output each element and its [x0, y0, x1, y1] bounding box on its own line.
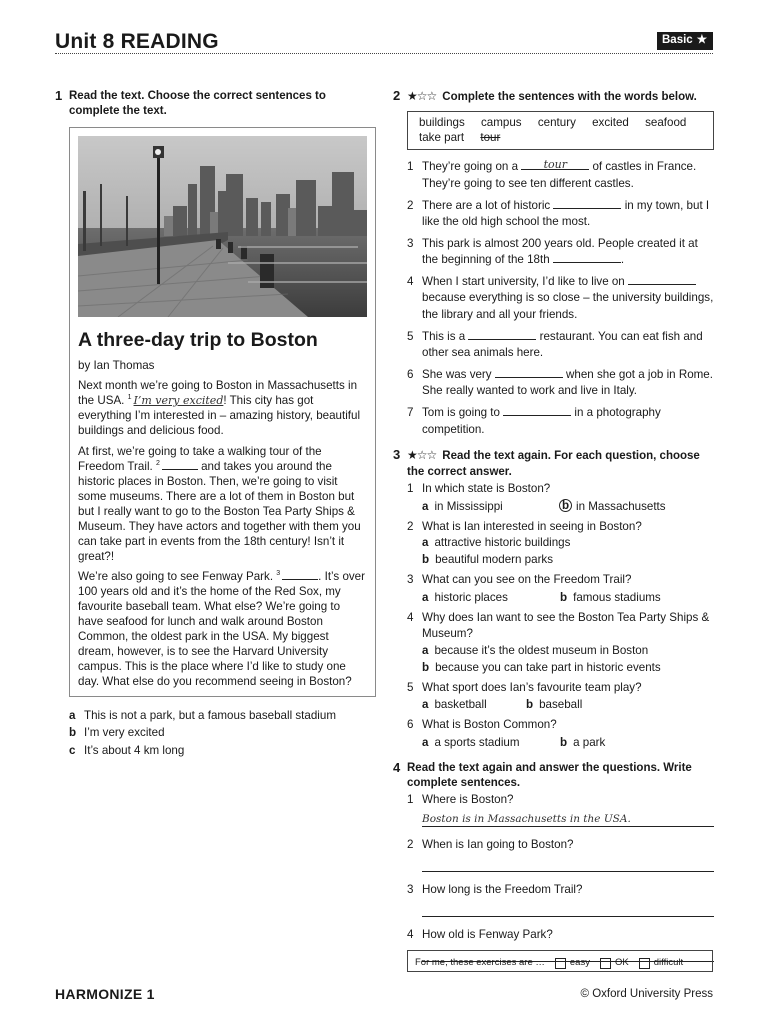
question-text: Where is Boston?	[422, 793, 514, 807]
exercise-3	[393, 448, 714, 752]
choice-text: a park	[573, 736, 606, 750]
article-title: A three-day trip to Boston	[78, 328, 318, 351]
item-text: .	[620, 253, 625, 267]
question-text: What is Boston Common?	[422, 718, 557, 732]
question-item	[407, 792, 714, 827]
exercise-4-questions	[407, 792, 714, 961]
choice-a[interactable]: a because it’s the oldest museum in Boston	[422, 643, 714, 660]
level-badge	[657, 32, 713, 50]
item-number: 4	[407, 274, 414, 288]
item-number: 1	[407, 793, 414, 807]
item-text: in my town, but I like the old high school the most.	[422, 198, 710, 229]
answer-choices	[422, 735, 714, 752]
answer-blank[interactable]	[553, 252, 621, 263]
item-number: 2	[407, 838, 414, 852]
choice-b[interactable]: b baseball	[526, 697, 582, 714]
answer-choices	[422, 499, 714, 516]
item-number: 2	[407, 519, 414, 533]
question-item	[407, 572, 714, 607]
question-text: When is Ian going to Boston?	[422, 838, 574, 852]
choice-a[interactable]: a attractive historic buildings	[422, 535, 714, 552]
item-number: 4	[407, 927, 414, 941]
question-item	[407, 717, 714, 752]
item-text: Tom is going to	[422, 405, 504, 419]
answer-line[interactable]	[422, 809, 714, 827]
exercise-number: 4	[393, 759, 401, 775]
option-letter: a	[69, 708, 76, 722]
item-text: This is a	[422, 329, 469, 343]
answer-gap[interactable]	[282, 570, 318, 580]
question-item	[407, 882, 714, 917]
choice-b-selected[interactable]	[559, 499, 666, 516]
choice-b[interactable]: b beautiful modern parks	[422, 552, 714, 569]
sentence-item	[407, 329, 714, 363]
item-number: 7	[407, 405, 414, 419]
exercise-4-heading	[393, 761, 714, 792]
option-row	[69, 743, 378, 758]
checkbox-label: difficult	[653, 956, 684, 968]
question-text: In which state is Boston?	[422, 481, 551, 495]
paragraph-text: . It’s over 100 years old and it’s the home of the Red Sox, my favourite baseball team. What else? We’re going to have seafood for lunch and walk around Boston Common, the oldest park in the USA. My biggest dream, however, is to see the Harvard University campus. This is the place where I’d like to study one day. What else do you recommend seeing in Boston?	[78, 570, 365, 689]
item-number: 6	[407, 718, 414, 732]
exercise-2-heading	[393, 89, 714, 105]
item-text: of castles in France. They’re going to see ten different castles.	[422, 160, 697, 191]
item-text: She was very	[422, 367, 495, 381]
question-text: What can you see on the Freedom Trail?	[422, 572, 632, 586]
choice-text: attractive historic buildings	[434, 536, 571, 550]
item-text: When I start university, I’d like to live on	[422, 274, 628, 288]
gap-number: 2	[155, 459, 160, 467]
choice-text: baseball	[539, 698, 583, 712]
sentence-item	[407, 236, 714, 270]
unit-title: Unit 8 READING	[55, 30, 219, 53]
choice-text: in Mississippi	[434, 499, 503, 513]
answer-blank[interactable]	[553, 198, 621, 209]
choice-text: because you can take part in historic events	[435, 660, 661, 674]
example-answer: tour	[543, 158, 567, 172]
example-answer: I’m very excited	[133, 394, 224, 408]
exercise-number: 1	[55, 88, 63, 103]
question-item	[407, 837, 714, 872]
item-text: when she got a job in Rome. She really wanted to work and live in Italy.	[422, 367, 713, 398]
choice-text: historic places	[434, 590, 508, 604]
item-number: 6	[407, 367, 414, 381]
item-number: 4	[407, 610, 414, 624]
choice-b[interactable]: b because you can take part in historic events	[422, 660, 714, 677]
circled-answer-icon: b	[559, 499, 572, 512]
item-number: 5	[407, 329, 414, 343]
ok-checkbox[interactable]	[600, 958, 611, 969]
exercise-instruction: Read the text again and answer the questions. Write complete sentences.	[407, 761, 692, 790]
exercise-number: 2	[393, 88, 401, 103]
item-text: restaurant. You can eat fish and other sea animals here.	[422, 329, 703, 360]
exercise-instruction: Read the text again. For each question, choose the correct answer.	[407, 450, 700, 478]
example-answer: Boston is in Massachusetts in the USA.	[422, 813, 631, 826]
level-label: Basic	[662, 34, 693, 46]
paragraph-text: We’re also going to see Fenway Park.	[78, 570, 277, 583]
choice-a[interactable]: a historic places	[422, 590, 560, 607]
sentence-item	[407, 367, 714, 401]
item-number: 3	[407, 236, 414, 250]
choice-b[interactable]: b famous stadiums	[560, 590, 661, 607]
option-row	[69, 708, 378, 723]
boston-harbour-photo	[78, 136, 367, 317]
answer-blank[interactable]	[495, 367, 563, 378]
item-text: This park is almost 200 years old. People created it at the beginning of the 18th	[422, 236, 698, 267]
answer-blank[interactable]	[503, 405, 571, 416]
article-box	[69, 127, 376, 697]
question-item	[407, 610, 714, 677]
answer-choices	[422, 697, 714, 714]
word-bank	[407, 111, 714, 150]
easy-checkbox[interactable]	[555, 958, 566, 969]
choice-text: famous stadiums	[573, 590, 661, 604]
item-number: 1	[407, 160, 414, 174]
self-evaluation-box	[407, 950, 713, 972]
exercise-3-questions	[407, 481, 714, 752]
question-text: How long is the Freedom Trail?	[422, 883, 583, 897]
answer-line[interactable]	[422, 854, 714, 872]
choice-text: in Massachusetts	[576, 499, 666, 513]
choice-a[interactable]: a in Mississippi	[422, 499, 559, 516]
article-paragraph-2	[78, 444, 367, 565]
option-row	[69, 725, 378, 740]
exercise-1-heading	[55, 89, 378, 120]
self-evaluation-prompt: For me, these exercises are …	[415, 956, 545, 968]
right-column	[393, 89, 714, 972]
question-text: What sport does Ian’s favourite team play?	[422, 680, 642, 694]
exercise-instruction: Complete the sentences with the words below.	[442, 91, 697, 103]
footer-copyright: © Oxford University Press	[580, 988, 713, 1000]
question-item	[407, 481, 714, 516]
difficulty-stars-icon: ★☆☆	[407, 448, 437, 463]
sentence-item	[407, 405, 714, 439]
word-bank-item: campus	[481, 116, 522, 130]
star-icon: ★	[696, 34, 707, 46]
option-letter: b	[69, 726, 77, 740]
difficult-checkbox[interactable]	[639, 958, 650, 969]
choice-text: because it’s the oldest museum in Boston	[434, 644, 649, 658]
difficulty-stars-icon: ★☆☆	[407, 89, 437, 103]
answer-choices	[422, 590, 714, 607]
choice-b[interactable]: b a park	[560, 735, 605, 752]
item-number: 2	[407, 198, 414, 212]
choice-a[interactable]: a basketball	[422, 697, 526, 714]
item-number: 1	[407, 481, 414, 495]
exercise-4	[393, 761, 714, 962]
exercise-2	[393, 89, 714, 438]
paragraph-text: ! This city has got everything I’m interested in – amazing history, beautiful buildings and delicious food.	[78, 394, 361, 438]
article-byline: by Ian Thomas	[78, 358, 155, 372]
word-bank-item: excited	[592, 116, 629, 130]
paragraph-text: At first, we’re going to take a walking tour of the Freedom Trail.	[78, 444, 322, 473]
item-number: 5	[407, 680, 414, 694]
word-bank-item: buildings	[419, 116, 465, 130]
exercise-instruction: Read the text. Choose the correct sentences to complete the text.	[69, 90, 326, 118]
page-header	[55, 28, 713, 54]
answer-gap[interactable]	[162, 460, 198, 470]
word-bank-item: take part	[419, 131, 465, 145]
question-item	[407, 680, 714, 715]
paragraph-text: Next month we’re going to Boston in Massachusetts in the USA.	[78, 379, 358, 408]
sentence-options	[69, 708, 378, 758]
word-bank-item-used: tour	[480, 131, 501, 145]
choice-text: basketball	[434, 698, 487, 712]
option-text: This is not a park, but a famous baseball stadium	[84, 708, 336, 722]
option-text: It’s about 4 km long	[84, 743, 185, 757]
article-paragraph-1	[78, 378, 367, 438]
gap-number: 1	[127, 394, 132, 402]
choice-a[interactable]: a a sports stadium	[422, 735, 560, 752]
question-text: Why does Ian want to see the Boston Tea Party Ships & Museum?	[422, 610, 710, 641]
word-bank-item: seafood	[645, 116, 687, 130]
choice-text: a sports stadium	[434, 736, 520, 750]
item-text: because everything is so close – the university buildings, the library and all your friends.	[422, 291, 714, 322]
question-item	[407, 519, 714, 569]
choice-text: beautiful modern parks	[435, 553, 554, 567]
sentence-item	[407, 274, 714, 324]
item-text: They’re going on a	[422, 160, 522, 174]
checkbox-label: easy	[569, 956, 590, 968]
answer-blank[interactable]	[521, 159, 589, 170]
checkbox-label: OK	[614, 956, 629, 968]
footer-brand: HARMONIZE 1	[55, 986, 155, 1002]
question-text: How old is Fenway Park?	[422, 927, 553, 941]
option-text: I’m very excited	[84, 726, 165, 740]
answer-line[interactable]	[422, 899, 714, 917]
sentence-item	[407, 198, 714, 232]
gap-number: 3	[276, 570, 281, 578]
exercise-number: 3	[393, 447, 401, 463]
exercise-1	[55, 89, 378, 760]
item-text: in a photography competition.	[422, 405, 661, 436]
option-letter: c	[69, 743, 76, 757]
article-paragraph-3	[78, 569, 367, 690]
sentence-item	[407, 159, 714, 193]
item-number: 3	[407, 572, 414, 586]
item-number: 3	[407, 883, 414, 897]
word-bank-item: century	[537, 116, 576, 130]
exercise-2-items	[407, 159, 714, 438]
paragraph-text: and takes you around the historic places in Boston. Then, we’re going to visit some museums. There are a lot of them in Boston but but I really want to go to the Boston Tea Party Ships & Museum. They have actors and together with them you can take part in events from the 18th century! Isn’t it great?!	[78, 459, 361, 563]
item-text: There are a lot of historic	[422, 198, 554, 212]
answer-blank[interactable]	[628, 274, 696, 285]
answer-blank[interactable]	[468, 329, 536, 340]
question-text: What is Ian interested in seeing in Boston?	[422, 519, 642, 533]
exercise-3-heading	[393, 448, 714, 480]
